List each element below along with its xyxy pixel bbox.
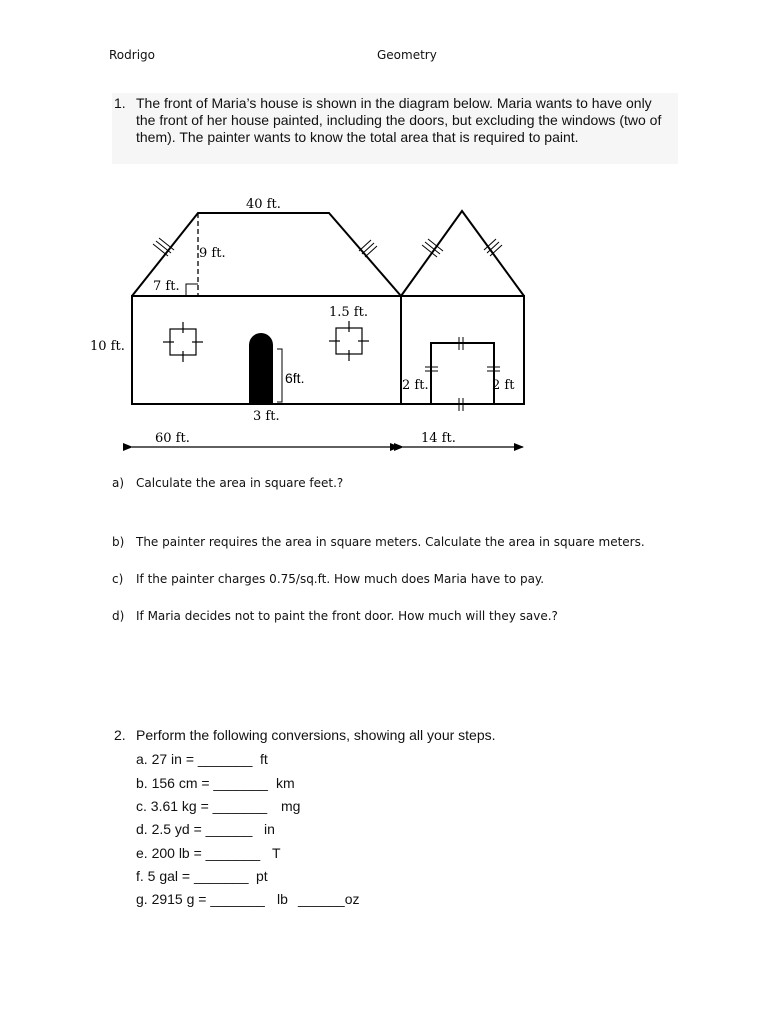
- conversion-e-prompt: e. 200 lb = _______: [136, 845, 261, 861]
- student-name: Rodrigo: [109, 48, 155, 62]
- window-right: [329, 321, 369, 361]
- house-outline: [132, 211, 524, 404]
- conversion-g-prompt: g. 2915 g = _______: [136, 891, 265, 907]
- label-door-width: 3 ft.: [253, 409, 280, 424]
- conversion-c-prompt: c. 3.61 kg = _______: [136, 798, 268, 814]
- label-door-height: 6ft.: [285, 370, 305, 386]
- label-top-width: 40 ft.: [246, 197, 281, 212]
- subquestion-a-text: Calculate the area in square feet.?: [136, 476, 344, 490]
- house-diagram: [0, 0, 768, 470]
- label-roof-height: 9 ft.: [199, 246, 226, 261]
- conversion-c-unit: mg: [281, 798, 301, 814]
- subquestion-a-label: a): [112, 476, 125, 490]
- conversion-f-unit: pt: [256, 868, 268, 884]
- label-width-left: 60 ft.: [155, 431, 190, 446]
- subquestion-c-text: If the painter charges 0.75/sq.ft. How much does Maria have to pay.: [136, 572, 545, 586]
- subject-title: Geometry: [377, 48, 437, 62]
- subquestion-c-label: c): [112, 572, 124, 586]
- conversion-b-unit: km: [276, 775, 295, 791]
- conversion-f-prompt: f. 5 gal = _______: [136, 868, 249, 884]
- conversion-a-unit: ft: [260, 751, 268, 767]
- right-angle-mark: [186, 284, 198, 296]
- conversion-e-unit: T: [272, 845, 281, 861]
- question-1-text: The front of Maria’s house is shown in the diagram below. Maria wants to have only the front of her house painted, including the doors, but excluding the windows (two of them). The painter wants to know the total area that is required to paint.: [136, 95, 662, 145]
- question-1-number: 1.: [114, 95, 126, 111]
- label-window-size: 1.5 ft.: [329, 305, 368, 320]
- conversion-a-prompt: a. 27 in = _______: [136, 751, 253, 767]
- right-door: [431, 343, 494, 404]
- subquestion-d-label: d): [112, 609, 125, 623]
- label-right-door-right: 2 ft: [492, 378, 515, 393]
- window-left: [163, 322, 203, 362]
- question-2-title: Perform the following conversions, showing all your steps.: [136, 727, 496, 743]
- conversion-g-unit: lb: [277, 891, 288, 907]
- door-height-bracket: [277, 349, 282, 402]
- subquestion-d-text: If Maria decides not to paint the front door. How much will they save.?: [136, 609, 558, 623]
- conversion-b-prompt: b. 156 cm = _______: [136, 775, 268, 791]
- label-width-right: 14 ft.: [421, 431, 456, 446]
- subquestion-b-text: The painter requires the area in square meters. Calculate the area in square meters.: [136, 535, 645, 549]
- conversion-d-prompt: d. 2.5 yd = ______: [136, 821, 253, 837]
- conversion-g-suffix: ______oz: [298, 891, 360, 907]
- label-house-height: 10 ft.: [90, 339, 125, 354]
- tick-marks: [153, 238, 502, 411]
- front-door: [249, 333, 273, 404]
- conversion-d-unit: in: [264, 821, 275, 837]
- question-2-number: 2.: [114, 727, 126, 743]
- subquestion-b-label: b): [112, 535, 125, 549]
- label-slant: 7 ft.: [153, 279, 180, 294]
- label-right-door-left: 2 ft.: [402, 378, 429, 393]
